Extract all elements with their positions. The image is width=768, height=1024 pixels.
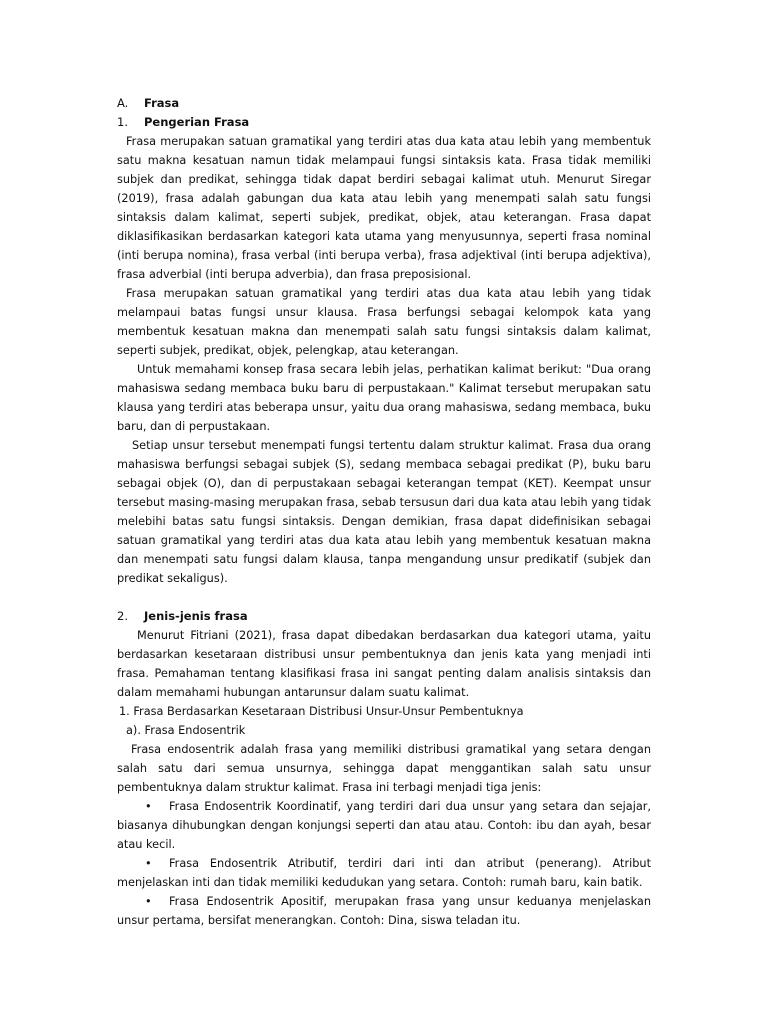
document-page (117, 94, 651, 930)
list-item (117, 797, 651, 854)
paragraph-function: Frasa merupakan satuan gramatikal yang terdiri atas dua kata atau lebih yang tidak melampaui batas fungsi unsur klausa. Frasa berfungsi sebagai kelompok kata yang membentuk kesatuan makna dan menempati salah satu fungsi sintaksis dalam kalimat, seperti subjek, predikat, objek, pelengkap, atau keterangan. (117, 287, 651, 357)
list-item (117, 854, 651, 892)
list-heading: 1. Frasa Berdasarkan Kesetaraan Distribusi Unsur-Unsur Pembentuknya (119, 705, 524, 718)
subsection-heading-1 (117, 113, 651, 132)
section-heading-a (117, 94, 651, 113)
paragraph-analysis: Setiap unsur tersebut menempati fungsi tertentu dalam struktur kalimat. Frasa dua orang mahasiswa berfungsi sebagai subjek (S), sedang membaca sebagai predikat (P), buku baru sebagai objek (O), dan di perpustakaan sebagai keterangan tempat (KET). Keempat unsur tersebut masing-masing merupakan frasa, sebab tersusun dari dua kata atau lebih yang tidak melebihi batas satu fungsi sintaksis. Dengan demikian, frasa dapat didefinisikan sebagai satuan gramatikal yang terdiri atas dua kata atau lebih yang membentuk kesatuan makna dan menempati satu fungsi dalam klausa, tanpa mengandung unsur predikatif (subjek dan predikat sekaligus). (117, 439, 651, 585)
bullet-text: Frasa Endosentrik Apositif, merupakan frasa yang unsur keduanya menjelaskan unsur pertama, bersifat menerangkan. Contoh: Dina, siswa teladan itu. (117, 895, 651, 927)
subsection-title: Pengerian Frasa (144, 115, 250, 129)
bullet-text: Frasa Endosentrik Atributif, terdiri dari inti dan atribut (penerang). Atribut menjelaskan inti dan tidak memiliki kedudukan yang setara. Contoh: rumah baru, kain batik. (117, 857, 651, 889)
subsection-title: Jenis-jenis frasa (144, 609, 248, 623)
bullet-text: Frasa Endosentrik Koordinatif, yang terdiri dari dua unsur yang setara dan sejajar, biasanya dihubungkan dengan konjungsi seperti dan atau atau. Contoh: ibu dan ayah, besar atau kecil. (117, 800, 651, 851)
subsection-number: 2. (117, 609, 128, 623)
bullet-icon: • (145, 895, 152, 908)
paragraph-definition: Frasa merupakan satuan gramatikal yang terdiri atas dua kata atau lebih yang membentuk satu makna kesatuan namun tidak melampaui fungsi sintaksis kata. Frasa tidak memiliki subjek dan predikat, sehingga tidak dapat berdiri sebagai kalimat utuh. Menurut Siregar (2019), frasa adalah gabungan dua kata atau lebih yang menempati salah satu fungsi sintaksis dalam kalimat, seperti subjek, predikat, objek, atau keterangan. Frasa dapat diklasifikasikan berdasarkan kategori kata utama yang menyusunnya, seperti frasa nominal (inti berupa nomina), frasa verbal (inti berupa verba), frasa adjektival (inti berupa adjektiva), frasa adverbial (inti berupa adverbia), dan frasa preposisional. (117, 135, 651, 281)
section-number: A. (117, 96, 129, 110)
section-title: Frasa (144, 96, 180, 110)
bullet-icon: • (145, 800, 152, 813)
subsection-number: 1. (117, 115, 128, 129)
spacer (117, 588, 651, 607)
bullet-icon: • (145, 857, 152, 870)
list-subheading: a). Frasa Endosentrik (126, 724, 246, 737)
paragraph-example: Untuk memahami konsep frasa secara lebih jelas, perhatikan kalimat berikut: "Dua orang mahasiswa sedang membaca buku baru di perpustakaan." Kalimat tersebut merupakan satu klausa yang terdiri atas beberapa unsur, yaitu dua orang mahasiswa, sedang membaca, buku baru, dan di perpustakaan. (117, 363, 651, 433)
list-item (117, 892, 651, 930)
paragraph-classification: Menurut Fitriani (2021), frasa dapat dibedakan berdasarkan dua kategori utama, yaitu berdasarkan kesetaraan distribusi unsur pembentuknya dan jenis kata yang menjadi inti frasa. Pemahaman tentang klasifikasi frasa ini sangat penting dalam analisis sintaksis dan dalam memahami hubungan antarunsur dalam suatu kalimat. (117, 629, 651, 699)
subsection-heading-2 (117, 607, 651, 626)
paragraph-endosentrik: Frasa endosentrik adalah frasa yang memiliki distribusi gramatikal yang setara dengan salah satu dari semua unsurnya, sehingga dapat menggantikan salah satu unsur pembentuknya dalam struktur kalimat. Frasa ini terbagi menjadi tiga jenis: (117, 743, 651, 794)
